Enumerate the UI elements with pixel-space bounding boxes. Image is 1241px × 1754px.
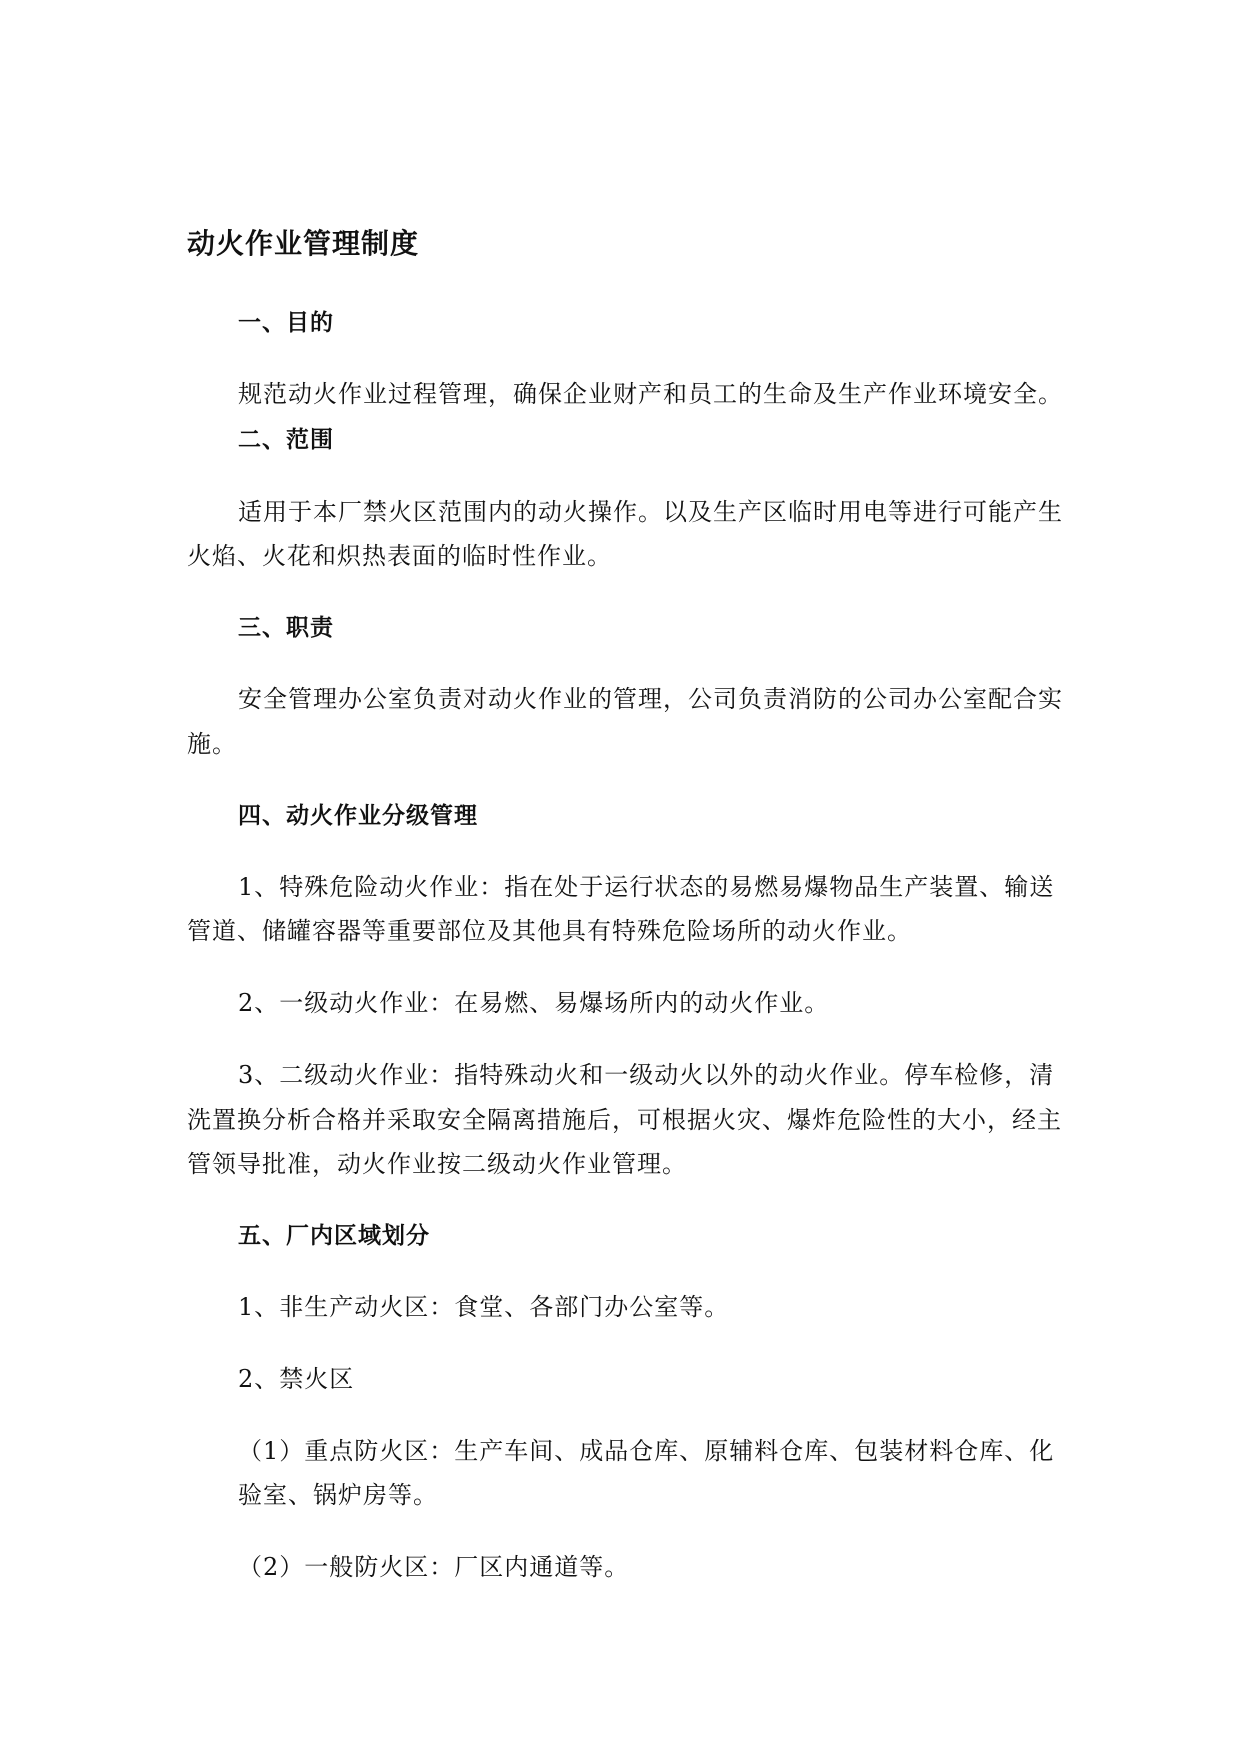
- scope-text-line-2: 火焰、火花和炽热表面的临时性作业。: [187, 542, 612, 570]
- zones-item-1: 1、非生产动火区：食堂、各部门办公室等。: [238, 1293, 730, 1321]
- grading-item-3-line-1: 3、二级动火作业：指特殊动火和一级动火以外的动火作业。停车检修，清: [238, 1061, 1055, 1089]
- section-heading-scope: 二、范围: [238, 427, 334, 453]
- grading-item-1-line-2: 管道、储罐容器等重要部位及其他具有特殊危险场所的动火作业。: [187, 917, 912, 945]
- grading-item-2: 2、一级动火作业：在易燃、易爆场所内的动火作业。: [238, 989, 830, 1017]
- duties-text-line-1: 安全管理办公室负责对动火作业的管理，公司负责消防的公司办公室配合实: [238, 685, 1063, 713]
- grading-item-1-line-1: 1、特殊危险动火作业：指在处于运行状态的易燃易爆物品生产装置、输送: [238, 873, 1055, 901]
- document-title: 动火作业管理制度: [187, 227, 420, 260]
- zones-item-3-line-1: （1）重点防火区：生产车间、成品仓库、原辅料仓库、包装材料仓库、化: [238, 1437, 1055, 1465]
- zones-item-3-line-2: 验室、锅炉房等。: [238, 1481, 438, 1509]
- grading-item-3-line-3: 管领导批准，动火作业按二级动火作业管理。: [187, 1150, 687, 1178]
- scope-text-line-1: 适用于本厂禁火区范围内的动火操作。以及生产区临时用电等进行可能产生: [238, 498, 1063, 526]
- zones-item-4: （2）一般防火区：厂区内通道等。: [238, 1553, 630, 1581]
- section-heading-purpose: 一、目的: [238, 310, 334, 336]
- section-heading-grading: 四、动火作业分级管理: [238, 803, 478, 829]
- grading-item-3-line-2: 洗置换分析合格并采取安全隔离措施后，可根据火灾、爆炸危险性的大小，经主: [187, 1106, 1062, 1134]
- section-heading-zones: 五、厂内区域划分: [238, 1223, 430, 1249]
- zones-item-2: 2、禁火区: [238, 1365, 355, 1393]
- section-heading-duties: 三、职责: [238, 615, 334, 641]
- purpose-text: 规范动火作业过程管理，确保企业财产和员工的生命及生产作业环境安全。: [238, 380, 1063, 408]
- duties-text-line-2: 施。: [187, 730, 237, 758]
